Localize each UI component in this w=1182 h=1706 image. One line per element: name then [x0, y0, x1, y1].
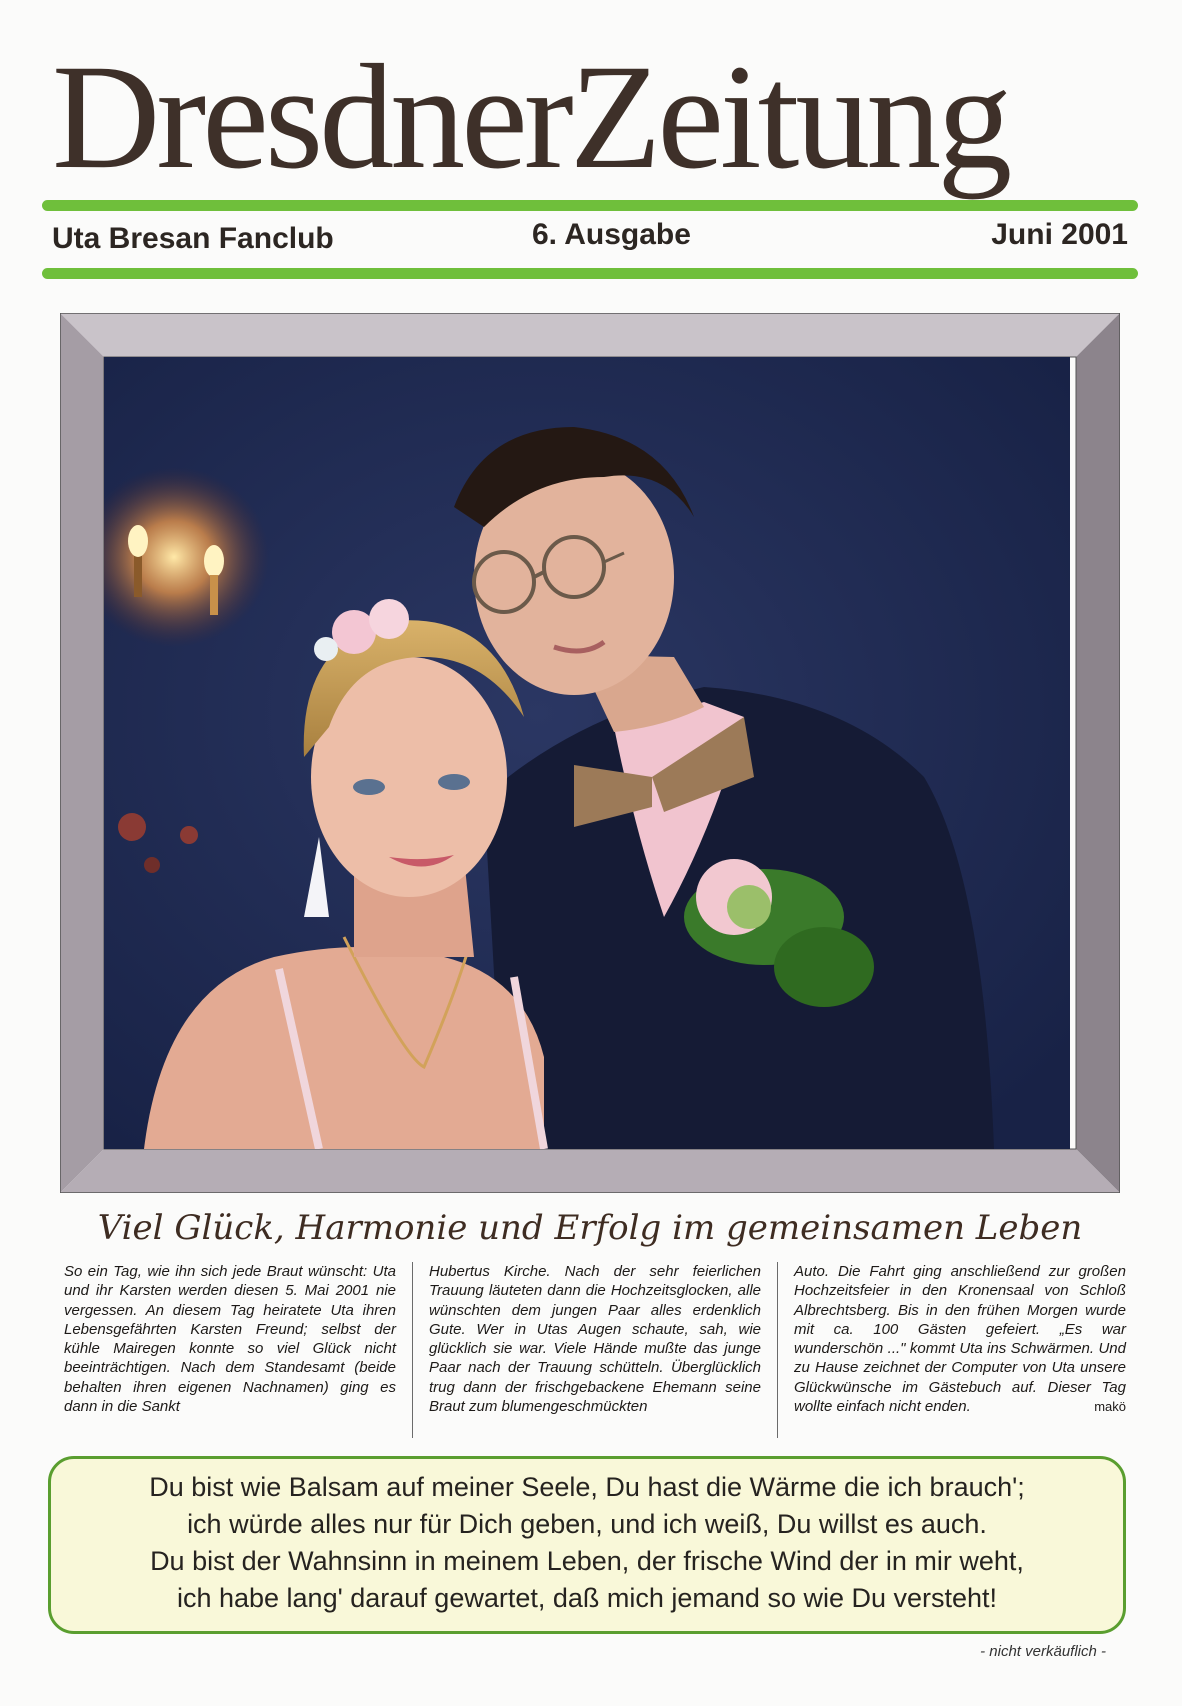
quote-box	[48, 1456, 1126, 1634]
photo-frame	[60, 313, 1120, 1193]
fanclub-name: Uta Bresan Fanclub	[52, 222, 334, 255]
article-column-3-text: Auto. Die Fahrt ging anschließend zur großen Hochzeitsfeier in den Kronensaal von Schloß Albrechtsberg. Bis in den frühen Morgen wurde mit ca. 100 Gästen gefeiert. „Es war wunderschön ..." kommt Uta ins Schwärmen. Und zu Hause zeichnet der Computer von Uta unsere Glückwünsche im Gästebuch auf. Dieser Tag wollte einfach nicht enden.	[794, 1263, 1126, 1416]
quote-line: Du bist wie Balsam auf meiner Seele, Du hast die Wärme die ich brauch';	[149, 1472, 1025, 1502]
not-for-sale-note: - nicht verkäuflich -	[980, 1643, 1106, 1660]
masthead-title: DresdnerZeitung	[52, 34, 1009, 200]
issue-number: 6. Ausgabe	[532, 218, 691, 251]
article-column-3	[777, 1262, 1128, 1438]
article-column-2	[412, 1262, 777, 1438]
article-column-2-text: Hubertus Kirche. Nach der sehr feierlichen Trauung läuteten dann die Hochzeitsglocken, alle wünschten dem jungen Paar alles erdenklich Gute. Wer in Utas Augen schaute, sah, wie glücklich sie war. Viele Hände mußte das junge Paar nach der Trauung schütteln. Überglücklich trug dann der frischgebackene Ehemann seine Braut zum blumengeschmückten	[429, 1263, 761, 1416]
article-body	[62, 1262, 1128, 1438]
quote-line: ich habe lang' darauf gewartet, daß mich jemand so wie Du versteht!	[176, 1583, 998, 1613]
article-headline: Viel Glück, Harmonie und Erfolg im gemeinsamen Leben	[97, 1208, 1083, 1248]
article-column-1-text: So ein Tag, wie ihn sich jede Braut wünscht: Uta und ihr Karsten werden diesen 5. Mai 2001 nie vergessen. An diesem Tag heiratete Uta ihren Lebensgefährten Karsten Freund; selbst der kühle Mairegen konnte so viel Glück nicht beeinträchtigen. Nach dem Standesamt (beide behalten ihren eigenen Nachnamen) ging es dann in die Sankt	[64, 1263, 396, 1416]
top-rule	[42, 200, 1138, 211]
quote-line: Du bist der Wahnsinn in meinem Leben, der frische Wind der in mir weht,	[150, 1546, 1024, 1576]
author-signature: makö	[1094, 1399, 1126, 1415]
bottom-rule	[42, 268, 1138, 279]
issue-date: Juni 2001	[991, 218, 1128, 251]
article-column-1	[62, 1262, 412, 1438]
quote-line: ich würde alles nur für Dich geben, und ich weiß, Du willst es auch.	[187, 1509, 987, 1539]
wedding-photo-icon	[104, 357, 1070, 1149]
